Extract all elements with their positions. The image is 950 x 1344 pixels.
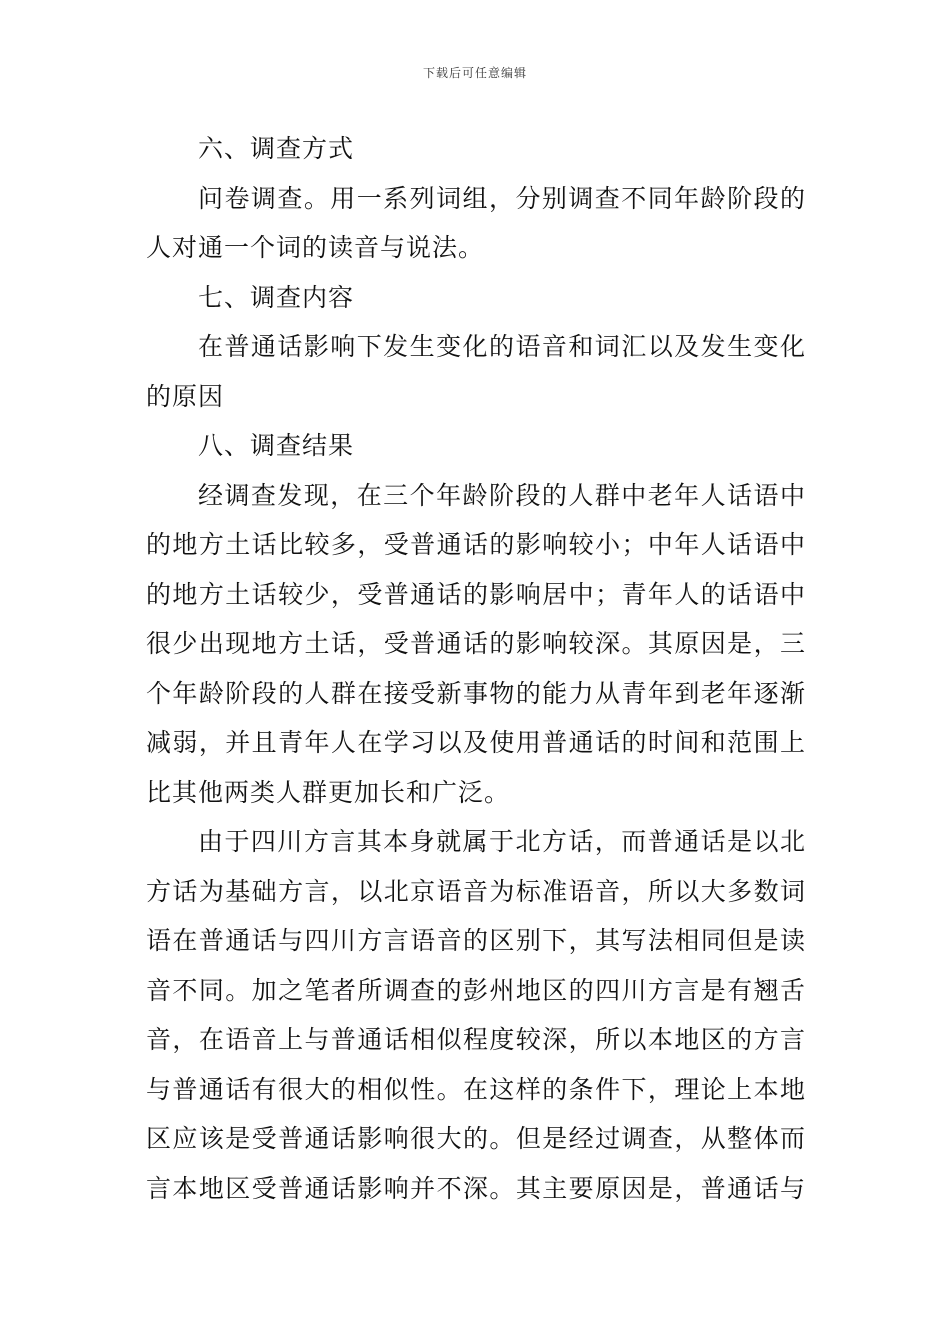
paragraph-line: 的地方土话比较多，受普通话的影响较小；中年人话语中 [146, 530, 806, 559]
paragraph-line: 问卷调查。用一系列词组，分别调查不同年龄阶段的 [198, 183, 806, 213]
paragraph-line: 言本地区受普通话影响并不深。其主要原因是，普通话与 [146, 1173, 806, 1203]
document-body [146, 124, 806, 1213]
paragraph-line: 音不同。加之笔者所调查的彭州地区的四川方言是有翘舌 [146, 975, 806, 1005]
heading-line: 八、调查结果 [198, 431, 355, 460]
paragraph-line: 比其他两类人群更加长和广泛。 [146, 777, 511, 807]
section-heading-6 [146, 124, 806, 174]
paragraph-line: 语在普通话与四川方言语音的区别下，其写法相同但是读 [146, 926, 806, 955]
heading-line: 六、调查方式 [198, 134, 355, 163]
paragraph-line: 由于四川方言其本身就属于北方话，而普通话是以北 [198, 827, 806, 856]
paragraph-sichuan-dialect [146, 817, 806, 1213]
section-heading-7 [146, 273, 806, 323]
paragraph-line: 音，在语音上与普通话相似程度较深，所以本地区的方言 [146, 1025, 806, 1054]
paragraph-line: 区应该是受普通话影响很大的。但是经过调查，从整体而 [146, 1124, 806, 1153]
heading-line: 七、调查内容 [198, 282, 355, 312]
section-heading-8 [146, 421, 806, 471]
paragraph-line: 的原因 [146, 381, 225, 411]
paragraph-line: 人对通一个词的读音与说法。 [146, 233, 485, 262]
paragraph-survey-results [146, 471, 806, 818]
paragraph-line: 与普通话有很大的相似性。在这样的条件下，理论上本地 [146, 1074, 806, 1104]
paragraph-survey-content [146, 322, 806, 421]
paragraph-survey-method [146, 174, 806, 273]
paragraph-line: 在普通话影响下发生变化的语音和词汇以及发生变化 [198, 332, 806, 361]
paragraph-line: 个年龄阶段的人群在接受新事物的能力从青年到老年逐渐 [146, 678, 806, 708]
paragraph-line: 的地方土话较少，受普通话的影响居中；青年人的话语中 [146, 579, 806, 609]
paragraph-line: 减弱，并且青年人在学习以及使用普通话的时间和范围上 [146, 728, 806, 757]
paragraph-line: 方话为基础方言，以北京语音为标准语音，所以大多数词 [146, 876, 806, 906]
paragraph-line: 很少出现地方土话，受普通话的影响较深。其原因是，三 [146, 629, 806, 658]
paragraph-line: 经调查发现，在三个年龄阶段的人群中老年人话语中 [198, 480, 806, 510]
page-header: 下载后可任意编辑 [422, 66, 527, 80]
